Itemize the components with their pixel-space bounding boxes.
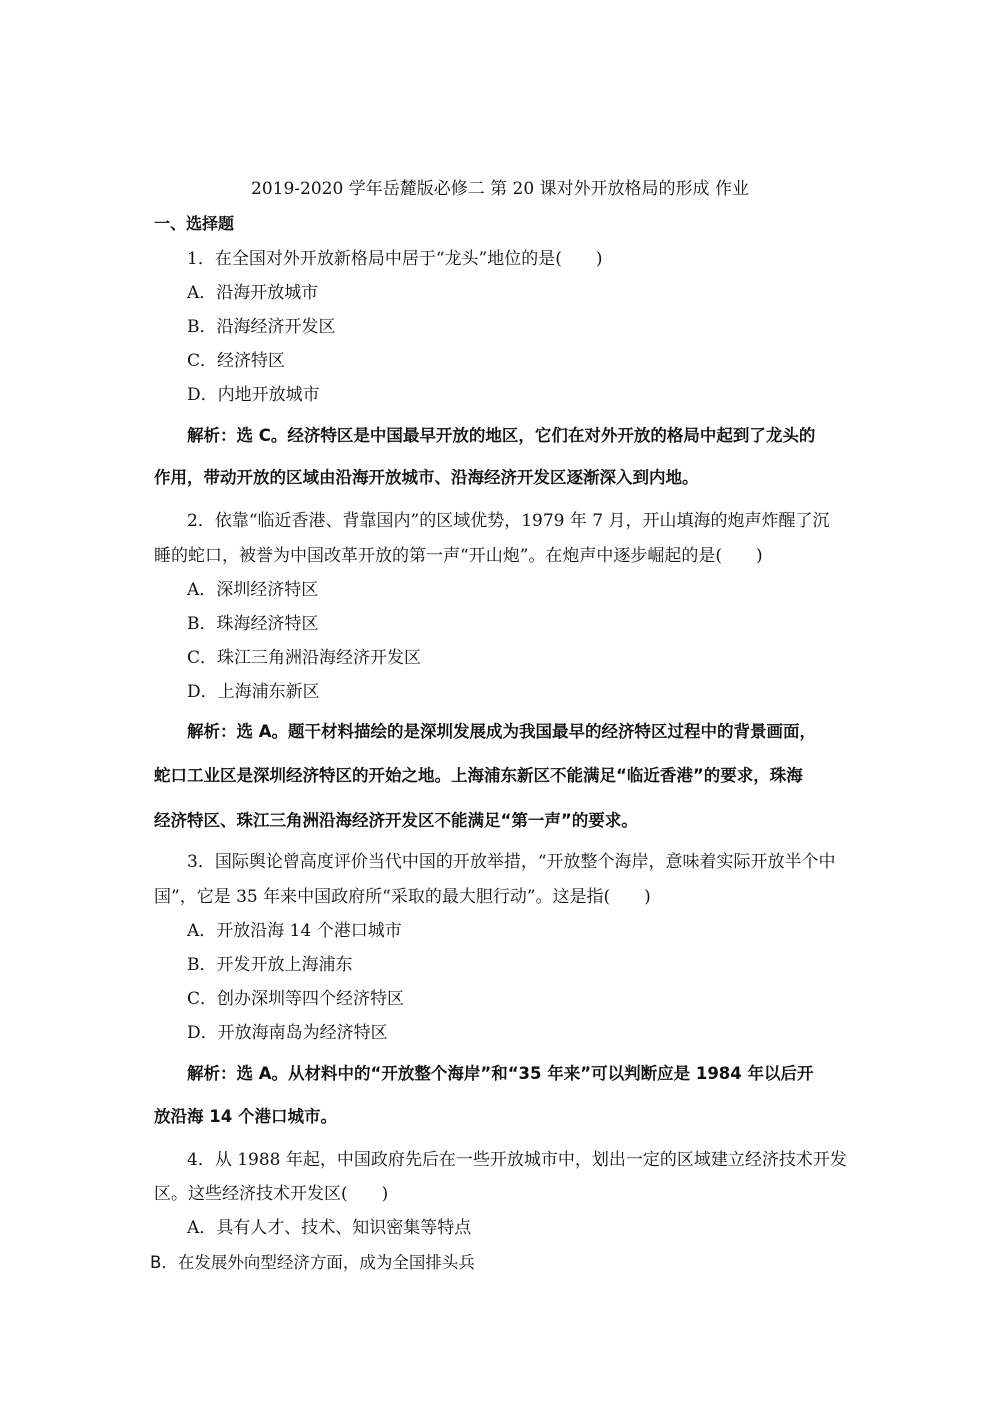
option-a: A．深圳经济特区 bbox=[187, 580, 319, 600]
question-stem: 4．从 1988 年起，中国政府先后在一些开放城市中，划出一定的区域建立经济技术开发 bbox=[187, 1150, 847, 1170]
option-b: B．珠海经济特区 bbox=[187, 614, 319, 634]
document-title: 2019-2020 学年岳麓版必修二 第 20 课对外开放格局的形成 作业 bbox=[251, 179, 749, 199]
option-b: B．在发展外向型经济方面，成为全国排头兵 bbox=[150, 1253, 475, 1272]
analysis-line: 经济特区、珠江三角洲沿海经济开发区不能满足“第一声”的要求。 bbox=[154, 811, 638, 830]
option-d: D．上海浦东新区 bbox=[187, 682, 320, 702]
option-b: B．沿海经济开发区 bbox=[187, 317, 336, 337]
question-stem: 睡的蛇口，被誉为中国改革开放的第一声“开山炮”。在炮声中逐步崛起的是( ) bbox=[154, 546, 763, 566]
analysis-line: 蛇口工业区是深圳经济特区的开始之地。上海浦东新区不能满足“临近香港”的要求，珠海 bbox=[154, 766, 803, 785]
option-c: C．经济特区 bbox=[187, 351, 286, 371]
analysis-line: 解析：选 A。题干材料描绘的是深圳发展成为我国最早的经济特区过程中的背景画面， bbox=[187, 722, 817, 741]
question-stem: 3．国际舆论曾高度评价当代中国的开放举措，“开放整个海岸，意味着实际开放半个中 bbox=[187, 852, 836, 872]
question-stem: 区。这些经济技术开发区( ) bbox=[154, 1184, 389, 1204]
option-a: A．沿海开放城市 bbox=[187, 283, 319, 303]
option-a: A．具有人才、技术、知识密集等特点 bbox=[187, 1218, 472, 1238]
analysis-line: 解析：选 C。经济特区是中国最早开放的地区，它们在对外开放的格局中起到了龙头的 bbox=[187, 426, 816, 445]
option-a: A．开放沿海 14 个港口城市 bbox=[187, 921, 402, 941]
analysis-line: 解析：选 A。从材料中的“开放整个海岸”和“35 年来”可以判断应是 1984 年以后开 bbox=[187, 1064, 814, 1083]
option-d: D．开放海南岛为经济特区 bbox=[187, 1023, 388, 1043]
analysis-line: 作用，带动开放的区域由沿海开放城市、沿海经济开发区逐渐深入到内地。 bbox=[154, 468, 699, 487]
question-stem: 1．在全国对外开放新格局中居于“龙头”地位的是( ) bbox=[187, 249, 603, 269]
option-b: B．开发开放上海浦东 bbox=[187, 955, 353, 975]
option-c: C．创办深圳等四个经济特区 bbox=[187, 989, 405, 1009]
question-stem: 国”，它是 35 年来中国政府所“采取的最大胆行动”。这是指( ) bbox=[154, 887, 651, 907]
question-stem: 2．依靠“临近香港、背靠国内”的区域优势，1979 年 7 月，开山填海的炮声炸醒了沉 bbox=[187, 511, 830, 531]
section-heading: 一、选择题 bbox=[154, 214, 235, 233]
option-c: C．珠江三角洲沿海经济开发区 bbox=[187, 648, 422, 668]
option-d: D．内地开放城市 bbox=[187, 385, 320, 405]
analysis-line: 放沿海 14 个港口城市。 bbox=[154, 1107, 337, 1126]
